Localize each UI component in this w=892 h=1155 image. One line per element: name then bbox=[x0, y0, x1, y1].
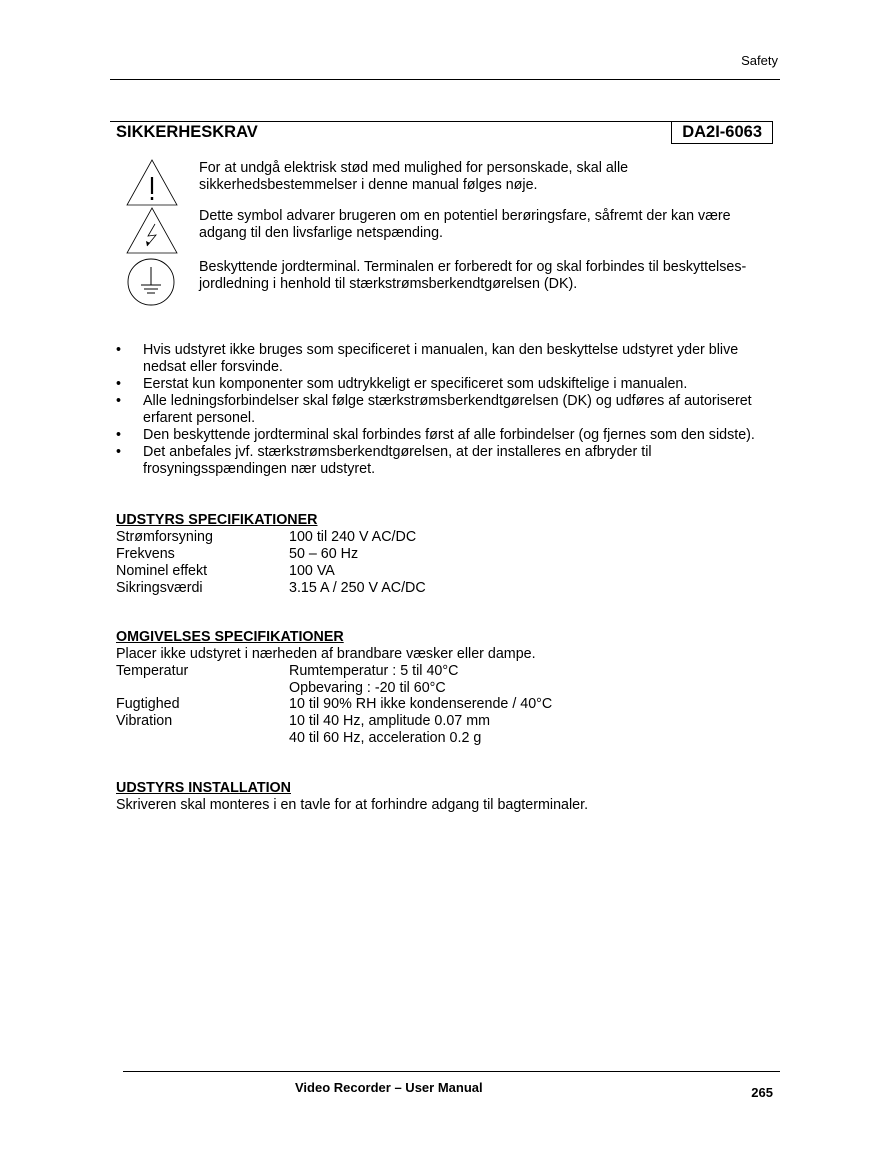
spec-label: Sikringsværdi bbox=[116, 580, 203, 596]
bullet-marker: • bbox=[116, 427, 122, 443]
spec-label: Vibration bbox=[116, 713, 173, 729]
document-code-box: DA2I-6063 bbox=[671, 122, 773, 144]
list-item bbox=[116, 427, 776, 444]
bullet-marker: • bbox=[116, 376, 122, 392]
symbol-description: For at undgå elektrisk stød med mulighed for personskade, skal alle sikkerhedsbestemmelser i denne manual følges nøje. bbox=[199, 160, 629, 193]
spec-value: 100 til 240 V AC/DC bbox=[289, 529, 417, 545]
spec-row bbox=[116, 680, 776, 697]
header-rule bbox=[110, 79, 780, 80]
spec-row bbox=[116, 563, 776, 580]
footer-rule bbox=[123, 1071, 780, 1072]
spec-value: Rumtemperatur : 5 til 40°C bbox=[289, 663, 459, 679]
section-title-bar bbox=[110, 121, 773, 144]
installation-text: Skriveren skal monteres i en tavle for at forhindre adgang til bagterminaler. bbox=[116, 797, 589, 813]
bullet-marker: • bbox=[116, 393, 122, 409]
spec-value: Opbevaring : -20 til 60°C bbox=[289, 680, 446, 696]
installation-heading: UDSTYRS INSTALLATION bbox=[116, 780, 291, 796]
symbol-description: Dette symbol advarer brugeren om en potentiel berøringsfare, såfremt der kan være adgang til den livsfarlige netspænding. bbox=[199, 208, 731, 241]
list-item-text: Eerstat kun komponenter som udtrykkeligt er specificeret som udskiftelige i manualen. bbox=[143, 376, 688, 392]
list-item-text: Alle ledningsforbindelser skal følge stærkstrømsberkendtgørelsen (DK) og udføres af autoriseret erfarent personel. bbox=[143, 393, 752, 426]
environment-specs-heading: OMGIVELSES SPECIFIKATIONER bbox=[116, 629, 344, 645]
list-item-text: Den beskyttende jordterminal skal forbindes først af alle forbindelser (og fjernes som den sidste). bbox=[143, 427, 755, 443]
symbol-description: Beskyttende jordterminal. Terminalen er forberedt for og skal forbindes til beskyttelses-jordledning i henhold til stærkstrømsberkendtgørelsen (DK). bbox=[199, 259, 747, 292]
spec-row bbox=[116, 730, 776, 747]
protective-earth-icon bbox=[125, 258, 179, 306]
spec-value: 50 – 60 Hz bbox=[289, 546, 359, 562]
list-item-text: Det anbefales jvf. stærkstrømsberkendtgørelsen, at der installeres en afbryder til frosyningsspændingen nær udstyret. bbox=[143, 444, 652, 477]
equipment-specs-heading: UDSTYRS SPECIFIKATIONER bbox=[116, 512, 318, 528]
list-item-text: Hvis udstyret ikke bruges som specificeret i manualen, kan den beskyttelse udstyret yder blive nedsat eller forsvinde. bbox=[143, 342, 739, 375]
section-title: SIKKERHESKRAV bbox=[116, 123, 258, 141]
spec-row bbox=[116, 580, 776, 597]
spec-row bbox=[116, 546, 776, 563]
footer-title: Video Recorder – User Manual bbox=[295, 1080, 483, 1095]
spec-row bbox=[116, 663, 776, 680]
spec-label: Nominel effekt bbox=[116, 563, 208, 579]
list-item bbox=[116, 342, 776, 376]
safety-rules-list bbox=[116, 342, 776, 478]
bullet-marker: • bbox=[116, 342, 122, 358]
spec-label: Fugtighed bbox=[116, 696, 180, 712]
electric-shock-warning-icon bbox=[125, 206, 179, 254]
spec-row bbox=[116, 713, 776, 730]
spec-label: Temperatur bbox=[116, 663, 189, 679]
warning-exclamation-icon bbox=[125, 158, 179, 206]
spec-value: 40 til 60 Hz, acceleration 0.2 g bbox=[289, 730, 482, 746]
spec-row bbox=[116, 696, 776, 713]
spec-value: 3.15 A / 250 V AC/DC bbox=[289, 580, 426, 596]
spec-label: Frekvens bbox=[116, 546, 175, 562]
spec-label: Strømforsyning bbox=[116, 529, 213, 545]
spec-row bbox=[116, 529, 776, 546]
spec-value: 100 VA bbox=[289, 563, 335, 579]
list-item bbox=[116, 444, 776, 478]
page-number: 265 bbox=[751, 1085, 773, 1100]
list-item bbox=[116, 376, 776, 393]
environment-intro: Placer ikke udstyret i nærheden af brandbare væsker eller dampe. bbox=[116, 646, 536, 662]
running-header: Safety bbox=[741, 53, 778, 68]
list-item bbox=[116, 393, 776, 427]
spec-value: 10 til 90% RH ikke kondenserende / 40°C bbox=[289, 696, 553, 712]
bullet-marker: • bbox=[116, 444, 122, 460]
spec-value: 10 til 40 Hz, amplitude 0.07 mm bbox=[289, 713, 491, 729]
